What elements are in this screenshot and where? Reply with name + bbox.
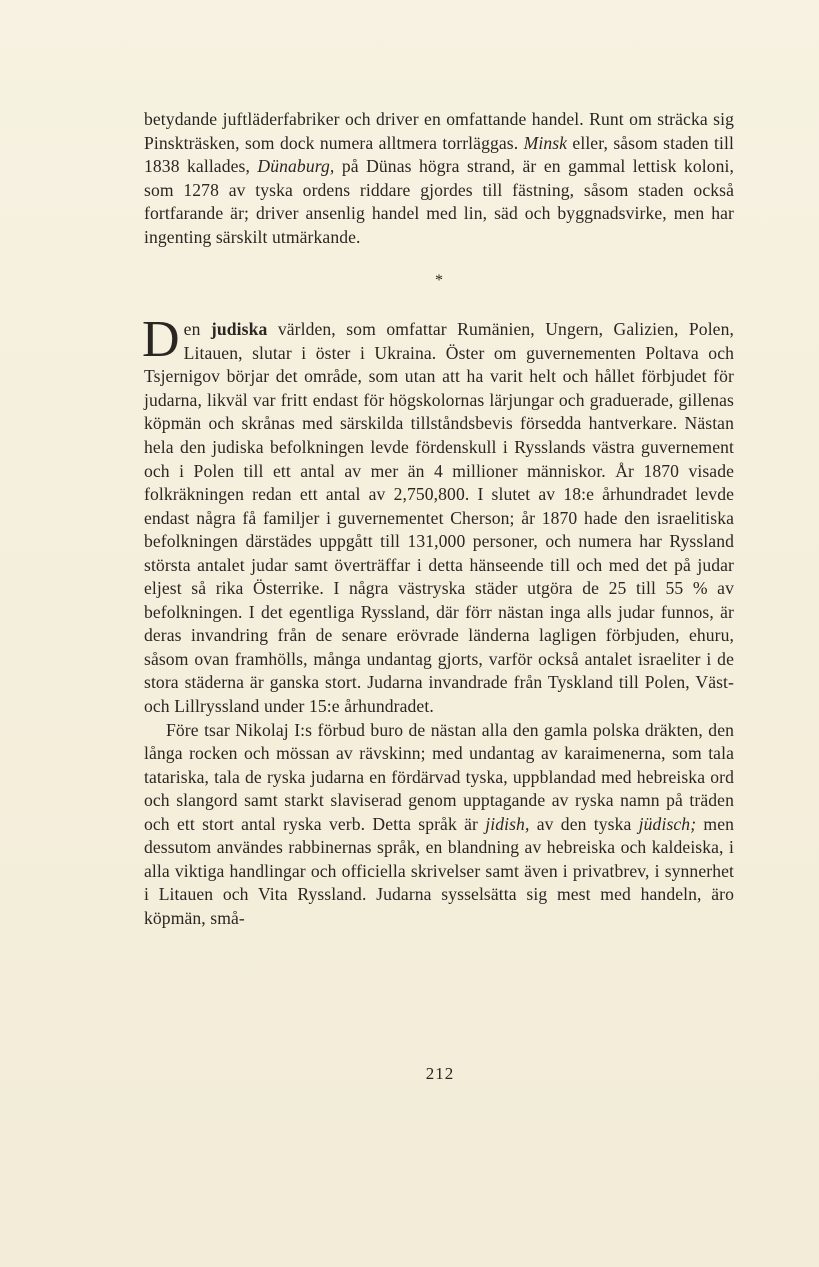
text-run: på Dünas högra strand, är en gammal lettisk koloni, som 1278 av tyska ordens riddare gjordes till fästning, såsom staden också fortfarande är; driver ansenlig handel med lin, säd och byggnadsvirke, men har ingenting särskilt utmärkande. bbox=[144, 156, 734, 247]
italic-term: jüdisch; bbox=[638, 813, 697, 834]
text-run: av den tyska bbox=[529, 813, 639, 834]
bold-keyword: judiska bbox=[210, 319, 268, 340]
text-column bbox=[144, 108, 734, 931]
italic-place-name: Minsk bbox=[523, 132, 568, 153]
paragraph-language bbox=[144, 719, 734, 931]
italic-term: jidish, bbox=[485, 813, 530, 834]
text-run: Före tsar Nikolaj I:s förbud buro de nästan alla den gamla polska dräkten, den långa rocken och mössan av rävskinn; med undantag av karaimenerna, som tala tatariska, tala de ryska judarna en fördärvad tyska, uppblandad med hebreiska ord och slangord samt starkt slaviserad genom upptagande av ryska namn på träden och ett stort antal ryska verb. Detta språk är bbox=[144, 719, 734, 834]
paragraph-minsk-dunaburg bbox=[144, 108, 734, 249]
text-run: eller, såsom staden till 1838 kallades, bbox=[144, 132, 734, 177]
italic-place-name: Dünaburg, bbox=[257, 156, 335, 177]
page-number: 212 bbox=[425, 1064, 455, 1083]
paragraph-jewish-world bbox=[142, 311, 734, 718]
text-run: världen, som omfattar Rumänien, Ungern, Galizien, Polen, Litauen, slutar i öster i Ukraina. Öster om guvernementen Poltava och Tsjernigov börjar det område, som utan att ha varit helt och hållet förbjudet för judarna, likväl var fritt endast för högskolornas lärjungar och graduerade, gillenas köpmän och skrånas med särskilda tillståndsbevis försedda hantverkare. Nästan hela den judiska befolkningen levde fördenskull i Rysslands västra guvernement och i Polen till ett antal av mer än 4 millioner människor. År 1870 visade folkräkningen redan ett antal av 2,750,800. I slutet av 18:e århundradet levde endast några få familjer i guvernementet Cherson; år 1870 hade den israelitiska befolkningen därstädes uppgått till 131,000 personer, och numera har Ryssland största antalet judar samt överträffar i detta hänseende till och med det på judar eljest så rika Österrike. I några västryska städer utgöra de 25 till 55 % av befolkningen. I det egentliga Ryssland, där förr nästan inga alls judar funnos, är deras invandring från de senare erövrade länderna lagligen förbjuden, ehuru, såsom ovan framhölls, många undantag gjorts, varför också antalet israeliter i de stora städerna är ganska stort. Judarna invandrade från Tyskland till Polen, Väst- och Lillryssland under 15:e århundradet. bbox=[144, 319, 734, 717]
section-separator: * bbox=[434, 272, 444, 290]
text-run: men dessutom användes rabbinernas språk, en blandning av hebreiska och kaldeiska, i alla viktiga handlingar och officiella skrivelser samt även i privatbrev, i synnerhet i Litauen och Vita Ryssland. Judarna sysselsätta sig mest med handeln, äro köpmän, små- bbox=[144, 813, 735, 928]
text-run: betydande juftläderfabriker och driver en omfattande handel. Runt om sträcka sig Pinskträsken, som dock numera alltmera torrläggas. bbox=[144, 109, 734, 153]
text-run: en bbox=[183, 319, 211, 340]
drop-cap: D bbox=[142, 311, 180, 369]
